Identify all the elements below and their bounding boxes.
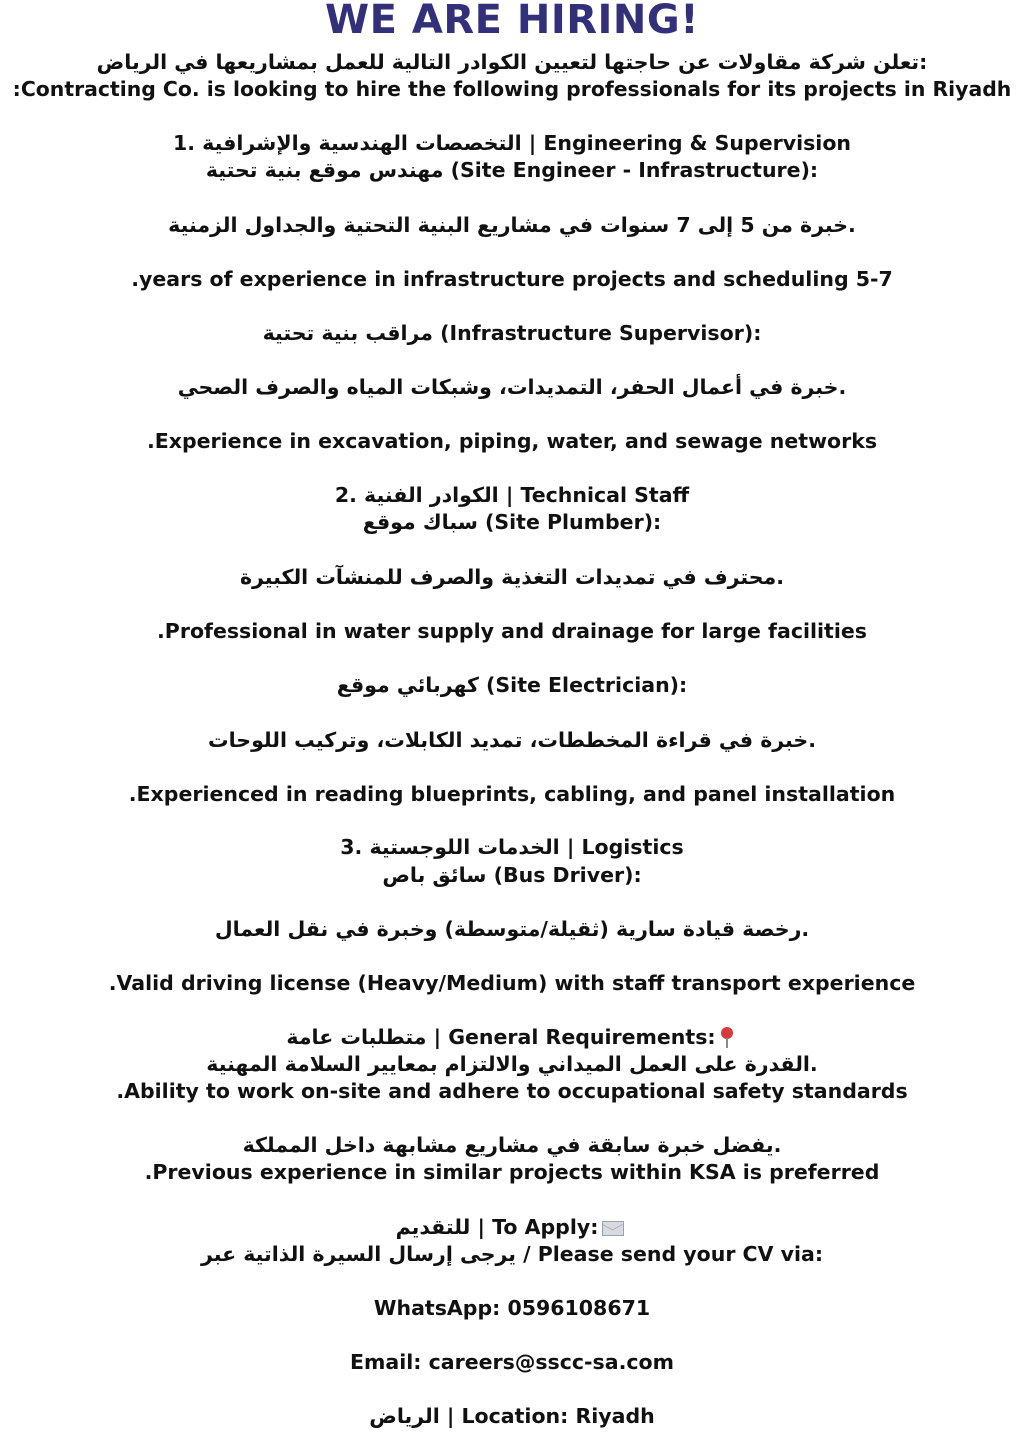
general-requirements-label: متطلبات عامة | General Requirements: (286, 1025, 716, 1049)
general-requirements-heading (0, 1023, 1024, 1051)
requirement-field-work-en: .Ability to work on-site and adhere to occupational safety standards (116, 1079, 908, 1103)
role-title-site-plumber: سباك موقع (Site Plumber): (362, 510, 662, 534)
role-title-infrastructure-supervisor: مراقب بنية تحتية (Infrastructure Supervisor): (262, 321, 762, 345)
role-desc-driver-en: .Valid driving license (Heavy/Medium) with staff transport experience (108, 971, 916, 995)
role-title-site-electrician: كهربائي موقع (Site Electrician): (336, 673, 688, 697)
apply-label: للتقديم | To Apply: (395, 1215, 599, 1239)
role-desc-electrician-ar: خبرة في قراءة المخططات، تمديد الكابلات، وتركيب اللوحات. (208, 728, 816, 752)
page-title: WE ARE HIRING! (325, 0, 699, 43)
section-heading-logistics: 3. الخدمات اللوجستية | Logistics (340, 835, 684, 859)
pin-icon (720, 1027, 734, 1049)
requirement-field-work-ar: القدرة على العمل الميداني والالتزام بمعايير السلامة المهنية. (206, 1052, 818, 1076)
role-title-site-engineer: مهندس موقع بنية تحتية (Site Engineer - Infrastructure): (205, 158, 819, 182)
section-heading-technical: 2. الكوادر الفنية | Technical Staff (334, 483, 690, 507)
requirement-ksa-experience-en: .Previous experience in similar projects within KSA is preferred (144, 1160, 880, 1184)
role-desc-site-engineer-en: .years of experience in infrastructure projects and scheduling 5-7 (131, 267, 893, 291)
envelope-icon (602, 1221, 624, 1236)
intro-english: :Contracting Co. is looking to hire the following professionals for its projects in Riyadh (12, 77, 1012, 101)
role-desc-driver-ar: رخصة قيادة سارية (ثقيلة/متوسطة) وخبرة في نقل العمال. (214, 917, 810, 941)
role-desc-supervisor-ar: خبرة في أعمال الحفر، التمديدات، وشبكات المياه والصرف الصحي. (177, 375, 847, 399)
email-contact[interactable]: Email: careers@sscc-sa.com (350, 1350, 674, 1374)
location-text: الرياض | Location: Riyadh (369, 1404, 655, 1428)
role-desc-plumber-ar: محترف في تمديدات التغذية والصرف للمنشآت الكبيرة. (239, 565, 785, 589)
role-desc-plumber-en: .Professional in water supply and drainage for large facilities (157, 619, 867, 643)
role-desc-electrician-en: .Experienced in reading blueprints, cabling, and panel installation (128, 782, 896, 806)
section-heading-engineering: 1. التخصصات الهندسية والإشرافية | Engineering & Supervision (172, 131, 852, 155)
whatsapp-contact[interactable]: WhatsApp: 0596108671 (373, 1296, 651, 1320)
role-desc-supervisor-en: .Experience in excavation, piping, water, and sewage networks (146, 429, 878, 453)
role-title-bus-driver: سائق باص (Bus Driver): (382, 863, 642, 887)
apply-heading (0, 1213, 1024, 1241)
intro-arabic: تعلن شركة مقاولات عن حاجتها لتعيين الكوادر التالية للعمل بمشاريعها في الرياض: (96, 50, 928, 74)
requirement-ksa-experience-ar: يفضل خبرة سابقة في مشاريع مشابهة داخل المملكة. (242, 1133, 782, 1157)
role-desc-site-engineer-ar: خبرة من 5 إلى 7 سنوات في مشاريع البنية التحتية والجداول الزمنية. (168, 213, 856, 237)
apply-instruction: يرجى إرسال السيرة الذاتية عبر / Please send your CV via: (200, 1242, 824, 1266)
